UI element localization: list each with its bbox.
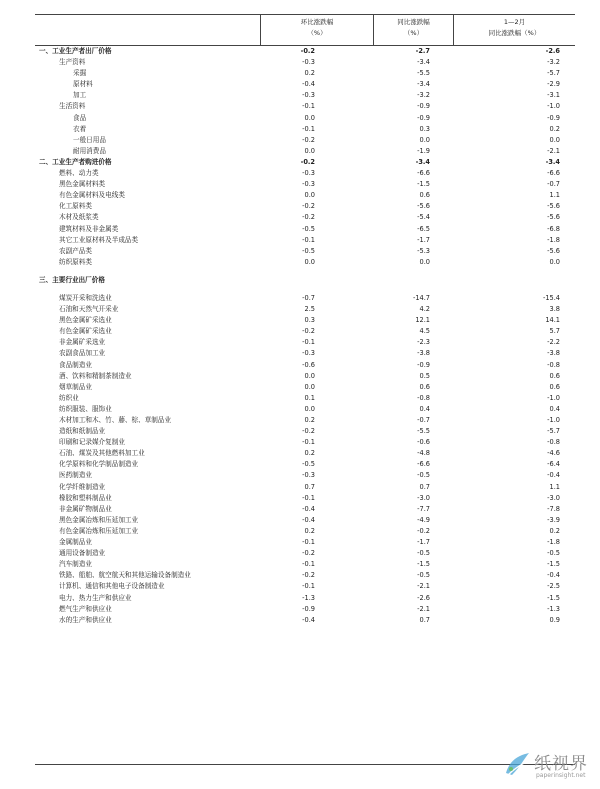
cell-ytd: -15.4 bbox=[542, 293, 560, 302]
cell-mom: 0.0 bbox=[304, 382, 315, 391]
cell-mom: -0.2 bbox=[302, 202, 315, 211]
header-yoy-unit: （%） bbox=[403, 29, 424, 37]
cell-ytd: -6.4 bbox=[547, 460, 560, 469]
row-label: 耐用消费品 bbox=[73, 146, 106, 155]
cell-ytd: -0.9 bbox=[547, 113, 560, 122]
row-label: 生产资料 bbox=[59, 58, 86, 67]
cell-ytd: -1.8 bbox=[547, 538, 560, 547]
table-row bbox=[35, 393, 575, 404]
cell-yoy: -0.9 bbox=[417, 360, 430, 369]
cell-mom: -0.2 bbox=[302, 213, 315, 222]
table-row bbox=[35, 504, 575, 515]
cell-yoy: 0.0 bbox=[419, 135, 430, 144]
cell-mom: -0.3 bbox=[302, 91, 315, 100]
cell-yoy: -6.5 bbox=[417, 224, 430, 233]
cell-mom: 0.7 bbox=[304, 482, 315, 491]
table-row bbox=[35, 113, 575, 124]
table-row bbox=[35, 246, 575, 257]
cell-yoy: 0.4 bbox=[419, 404, 430, 413]
cell-yoy: 0.0 bbox=[419, 257, 430, 266]
table-row bbox=[35, 559, 575, 570]
header-mom-unit: （%） bbox=[307, 29, 327, 37]
cell-yoy: 0.7 bbox=[419, 615, 430, 624]
cell-ytd: 5.7 bbox=[549, 327, 560, 336]
cell-yoy: -0.5 bbox=[417, 571, 430, 580]
row-label: 木材及纸浆类 bbox=[59, 213, 99, 222]
row-label: 有色金属材料及电线类 bbox=[59, 191, 125, 200]
table-row bbox=[35, 101, 575, 112]
cell-yoy: -1.9 bbox=[417, 146, 430, 155]
row-label: 有色金属冶炼和压延加工业 bbox=[59, 526, 139, 535]
table-row bbox=[35, 68, 575, 79]
row-label: 烟草制品业 bbox=[59, 382, 92, 391]
cell-ytd: -0.7 bbox=[547, 180, 560, 189]
table-row bbox=[35, 348, 575, 359]
cell-ytd: 0.6 bbox=[549, 382, 560, 391]
cell-yoy: -3.8 bbox=[417, 349, 430, 358]
table-row bbox=[35, 337, 575, 348]
cell-yoy: -3.2 bbox=[417, 91, 430, 100]
cell-yoy: -0.9 bbox=[417, 102, 430, 111]
table-row bbox=[35, 304, 575, 315]
cell-ytd: -4.6 bbox=[547, 449, 560, 458]
table-row bbox=[35, 371, 575, 382]
cell-ytd: -5.6 bbox=[547, 246, 560, 255]
row-label: 造纸和纸制品业 bbox=[59, 427, 106, 436]
row-label: 其它工业原材料及半成品类 bbox=[59, 235, 139, 244]
cell-yoy: 0.3 bbox=[419, 124, 430, 133]
cell-ytd: -5.6 bbox=[547, 213, 560, 222]
header-mom bbox=[261, 17, 373, 39]
table-row bbox=[35, 482, 575, 493]
cell-yoy: -1.5 bbox=[417, 560, 430, 569]
watermark-title: 纸视界 bbox=[534, 754, 588, 774]
table-row bbox=[35, 293, 575, 304]
cell-ytd: 0.2 bbox=[549, 124, 560, 133]
cell-ytd: -1.0 bbox=[547, 416, 560, 424]
cell-yoy: -1.5 bbox=[417, 180, 430, 189]
row-label: 水的生产和供应业 bbox=[59, 615, 112, 624]
cell-yoy: 0.7 bbox=[419, 482, 430, 491]
row-label: 金属制品业 bbox=[59, 538, 92, 547]
table-row bbox=[35, 235, 575, 246]
cell-mom: -0.9 bbox=[302, 604, 315, 613]
cell-mom: -0.2 bbox=[302, 135, 315, 144]
table-row bbox=[35, 581, 575, 592]
table-row bbox=[35, 537, 575, 548]
cell-yoy: -5.6 bbox=[417, 202, 430, 211]
cell-mom: -0.1 bbox=[302, 124, 315, 133]
table-row bbox=[35, 146, 575, 157]
cell-mom: 0.3 bbox=[304, 316, 315, 325]
table-row bbox=[35, 459, 575, 470]
watermark-url: paperinsight.net bbox=[536, 772, 586, 779]
row-label: 橡胶和塑料制品业 bbox=[59, 493, 112, 502]
table-row bbox=[35, 404, 575, 415]
cell-mom: 0.2 bbox=[304, 449, 315, 458]
cell-mom: -0.3 bbox=[302, 471, 315, 480]
cell-ytd: 1.1 bbox=[549, 191, 560, 200]
cell-mom: -0.3 bbox=[302, 169, 315, 178]
row-label: 衣着 bbox=[73, 124, 87, 133]
row-label: 二、工业生产者购进价格 bbox=[39, 157, 112, 166]
cell-ytd: 0.2 bbox=[549, 526, 560, 535]
cell-mom: -0.2 bbox=[302, 427, 315, 436]
cell-mom: -0.1 bbox=[302, 560, 315, 569]
cell-ytd: -2.2 bbox=[547, 338, 560, 347]
cell-ytd: -3.0 bbox=[547, 493, 560, 502]
row-label: 非金属矿物制品业 bbox=[59, 504, 112, 513]
table-row bbox=[35, 79, 575, 90]
section-row bbox=[35, 157, 575, 168]
cell-mom: -0.7 bbox=[302, 293, 315, 302]
cell-ytd: -0.5 bbox=[547, 549, 560, 558]
row-label: 化学原料和化学制品制造业 bbox=[59, 460, 139, 469]
cell-ytd: -0.4 bbox=[547, 471, 560, 480]
row-label: 生活资料 bbox=[59, 102, 86, 111]
cell-mom: -0.1 bbox=[302, 538, 315, 547]
row-label: 通用设备制造业 bbox=[59, 549, 106, 558]
cell-ytd: 0.9 bbox=[549, 615, 560, 624]
row-label: 农副产品类 bbox=[59, 246, 92, 255]
row-label: 汽车制造业 bbox=[59, 560, 92, 569]
cell-yoy: -3.4 bbox=[417, 80, 430, 89]
table-row bbox=[35, 201, 575, 212]
cell-ytd: -6.8 bbox=[547, 224, 560, 233]
cell-mom: -0.2 bbox=[302, 327, 315, 336]
row-label: 铁路、船舶、航空航天和其他运输设备制造业 bbox=[59, 571, 191, 580]
table-row bbox=[35, 135, 575, 146]
cell-mom: -0.5 bbox=[302, 224, 315, 233]
row-label: 食品 bbox=[73, 113, 87, 122]
cell-yoy: -3.0 bbox=[417, 493, 430, 502]
cell-yoy: 4.2 bbox=[419, 305, 430, 314]
cell-yoy: -0.9 bbox=[417, 113, 430, 122]
table-row bbox=[35, 257, 575, 268]
cell-mom: -0.2 bbox=[300, 157, 315, 166]
cell-yoy: -0.2 bbox=[417, 526, 430, 535]
cell-ytd: -3.9 bbox=[547, 515, 560, 524]
table-row bbox=[35, 526, 575, 537]
watermark-logo-icon bbox=[502, 749, 532, 779]
cell-yoy: 0.6 bbox=[419, 382, 430, 391]
cell-ytd: 0.4 bbox=[549, 404, 560, 413]
row-label: 黑色金属矿采选业 bbox=[59, 316, 112, 325]
table-row bbox=[35, 57, 575, 68]
cell-mom: -0.1 bbox=[302, 102, 315, 111]
cell-yoy: -6.6 bbox=[417, 460, 430, 469]
cell-ytd: -1.0 bbox=[547, 102, 560, 111]
cell-ytd: -2.5 bbox=[547, 582, 560, 591]
table-row bbox=[35, 493, 575, 504]
cell-mom: -0.2 bbox=[300, 47, 315, 55]
table-row bbox=[35, 360, 575, 371]
row-label: 黑色金属材料类 bbox=[59, 180, 106, 189]
header-yoy bbox=[374, 17, 453, 39]
table-row bbox=[35, 315, 575, 326]
header-mom-label: 环比涨跌幅 bbox=[300, 18, 334, 26]
cell-mom: 0.0 bbox=[304, 191, 315, 200]
cell-mom: -0.1 bbox=[302, 235, 315, 244]
table-header bbox=[35, 14, 575, 46]
cell-ytd: -3.2 bbox=[547, 58, 560, 67]
cell-mom: -0.1 bbox=[302, 582, 315, 591]
cell-ytd: -5.7 bbox=[547, 69, 560, 78]
table-row bbox=[35, 382, 575, 393]
cell-mom: 0.2 bbox=[304, 69, 315, 78]
cell-yoy: -0.8 bbox=[417, 393, 430, 402]
cell-mom: -0.5 bbox=[302, 246, 315, 255]
table-row bbox=[35, 470, 575, 481]
row-label: 木材加工和木、竹、藤、棕、草制品业 bbox=[59, 416, 172, 424]
cell-ytd: -3.1 bbox=[547, 91, 560, 100]
cell-ytd: 0.6 bbox=[549, 371, 560, 380]
cell-yoy: -3.4 bbox=[417, 58, 430, 67]
table-row bbox=[35, 593, 575, 604]
row-label: 三、主要行业出厂价格 bbox=[39, 275, 105, 284]
row-spacer bbox=[35, 286, 575, 293]
cell-ytd: -1.5 bbox=[547, 593, 560, 602]
cell-mom: -1.3 bbox=[302, 593, 315, 602]
cell-yoy: -1.7 bbox=[417, 235, 430, 244]
row-label: 有色金属矿采选业 bbox=[59, 327, 112, 336]
table-row bbox=[35, 548, 575, 559]
cell-yoy: -0.7 bbox=[417, 416, 430, 424]
cell-ytd: -0.4 bbox=[547, 571, 560, 580]
cell-ytd: -5.6 bbox=[547, 202, 560, 211]
table-row bbox=[35, 426, 575, 437]
row-label: 建筑材料及非金属类 bbox=[59, 224, 119, 233]
table-row bbox=[35, 124, 575, 135]
table-row bbox=[35, 168, 575, 179]
section-row bbox=[35, 275, 575, 286]
cell-yoy: -2.6 bbox=[417, 593, 430, 602]
cell-ytd: 3.8 bbox=[549, 305, 560, 314]
cell-yoy: -0.6 bbox=[417, 438, 430, 447]
cell-yoy: -4.8 bbox=[417, 449, 430, 458]
cell-mom: -0.5 bbox=[302, 460, 315, 469]
cell-mom: -0.1 bbox=[302, 493, 315, 502]
row-label: 酒、饮料和精制茶制造业 bbox=[59, 371, 132, 380]
row-label: 原材料 bbox=[73, 80, 93, 89]
table-row bbox=[35, 615, 575, 626]
table-body bbox=[35, 46, 575, 626]
cell-yoy: -1.7 bbox=[417, 538, 430, 547]
row-label: 一般日用品 bbox=[73, 135, 106, 144]
row-label: 一、工业生产者出厂价格 bbox=[39, 47, 112, 55]
cell-mom: 0.0 bbox=[304, 113, 315, 122]
cell-yoy: -4.9 bbox=[417, 515, 430, 524]
row-label: 化学纤维制造业 bbox=[59, 482, 106, 491]
cell-yoy: -5.5 bbox=[417, 427, 430, 436]
cell-yoy: -0.5 bbox=[417, 471, 430, 480]
row-label: 纺织业 bbox=[59, 393, 79, 402]
row-label: 石油和天然气开采业 bbox=[59, 305, 119, 314]
cell-yoy: -2.1 bbox=[417, 582, 430, 591]
table-row bbox=[35, 179, 575, 190]
table-row bbox=[35, 604, 575, 615]
table-row bbox=[35, 90, 575, 101]
row-label: 计算机、通信和其他电子设备制造业 bbox=[59, 582, 165, 591]
cell-yoy: 12.1 bbox=[415, 316, 430, 325]
cell-mom: 0.2 bbox=[304, 526, 315, 535]
row-label: 医药制造业 bbox=[59, 471, 92, 480]
row-label: 食品制造业 bbox=[59, 360, 92, 369]
row-label: 燃料、动力类 bbox=[59, 169, 99, 178]
cell-mom: 0.0 bbox=[304, 146, 315, 155]
cell-ytd: -7.8 bbox=[547, 504, 560, 513]
row-label: 农副食品加工业 bbox=[59, 349, 106, 358]
cell-ytd: -2.9 bbox=[547, 80, 560, 89]
row-label: 电力、热力生产和供应业 bbox=[59, 593, 132, 602]
cell-mom: 0.2 bbox=[304, 416, 315, 424]
cell-mom: -0.6 bbox=[302, 360, 315, 369]
cell-yoy: -2.3 bbox=[417, 338, 430, 347]
table-row bbox=[35, 190, 575, 201]
cell-ytd: -2.6 bbox=[545, 47, 560, 55]
cell-yoy: 0.6 bbox=[419, 191, 430, 200]
cell-yoy: -14.7 bbox=[412, 293, 430, 302]
cell-yoy: -0.5 bbox=[417, 549, 430, 558]
cell-yoy: 0.5 bbox=[419, 371, 430, 380]
table-row bbox=[35, 212, 575, 223]
cell-mom: -0.2 bbox=[302, 571, 315, 580]
cell-ytd: -0.8 bbox=[547, 438, 560, 447]
cell-mom: 2.5 bbox=[304, 305, 315, 314]
cell-ytd: -2.1 bbox=[547, 146, 560, 155]
row-label: 印刷和记录媒介复制业 bbox=[59, 438, 125, 447]
cell-mom: -0.4 bbox=[302, 80, 315, 89]
cell-mom: -0.4 bbox=[302, 615, 315, 624]
row-label: 煤炭开采和洗选业 bbox=[59, 293, 112, 302]
cell-ytd: -6.6 bbox=[547, 169, 560, 178]
cell-ytd: -1.0 bbox=[547, 393, 560, 402]
cell-ytd: -1.3 bbox=[547, 604, 560, 613]
row-label: 纺织原料类 bbox=[59, 257, 92, 266]
row-label: 石油、煤炭及其他燃料加工业 bbox=[59, 449, 145, 458]
cell-mom: -0.2 bbox=[302, 549, 315, 558]
cell-ytd: -0.8 bbox=[547, 360, 560, 369]
cell-yoy: -5.3 bbox=[417, 246, 430, 255]
cell-mom: 0.0 bbox=[304, 371, 315, 380]
price-index-table bbox=[35, 14, 575, 626]
table-bottom-rule bbox=[35, 764, 575, 765]
cell-mom: -0.4 bbox=[302, 504, 315, 513]
header-ytd-unit: 同比涨跌幅（%） bbox=[488, 29, 541, 37]
cell-yoy: -3.4 bbox=[415, 157, 430, 166]
cell-mom: 0.0 bbox=[304, 404, 315, 413]
section-row bbox=[35, 46, 575, 57]
cell-mom: 0.1 bbox=[304, 393, 315, 402]
table-row bbox=[35, 570, 575, 581]
cell-mom: -0.4 bbox=[302, 515, 315, 524]
row-label: 纺织服装、服饰业 bbox=[59, 404, 112, 413]
cell-yoy: -7.7 bbox=[417, 504, 430, 513]
cell-mom: -0.3 bbox=[302, 58, 315, 67]
table-row bbox=[35, 515, 575, 526]
row-label: 黑色金属冶炼和压延加工业 bbox=[59, 515, 139, 524]
watermark bbox=[502, 745, 592, 785]
row-label: 采掘 bbox=[73, 69, 87, 78]
table-row bbox=[35, 448, 575, 459]
cell-yoy: 4.5 bbox=[419, 327, 430, 336]
cell-ytd: -1.8 bbox=[547, 235, 560, 244]
header-ytd bbox=[454, 17, 575, 39]
cell-mom: -0.3 bbox=[302, 180, 315, 189]
cell-ytd: 14.1 bbox=[545, 316, 560, 325]
row-label: 非金属矿采选业 bbox=[59, 338, 106, 347]
cell-mom: 0.0 bbox=[304, 257, 315, 266]
table-row bbox=[35, 224, 575, 235]
cell-yoy: -5.5 bbox=[417, 69, 430, 78]
cell-yoy: -5.4 bbox=[417, 213, 430, 222]
cell-ytd: 1.1 bbox=[549, 482, 560, 491]
cell-yoy: -2.1 bbox=[417, 604, 430, 613]
cell-ytd: -3.8 bbox=[547, 349, 560, 358]
header-ytd-label: 1—2月 bbox=[503, 18, 526, 26]
cell-ytd: -3.4 bbox=[545, 157, 560, 166]
row-label: 化工原料类 bbox=[59, 202, 92, 211]
table-row bbox=[35, 326, 575, 337]
cell-mom: -0.1 bbox=[302, 438, 315, 447]
row-spacer bbox=[35, 268, 575, 275]
cell-yoy: -6.6 bbox=[417, 169, 430, 178]
cell-yoy: -2.7 bbox=[415, 47, 430, 55]
cell-ytd: -1.5 bbox=[547, 560, 560, 569]
table-row bbox=[35, 437, 575, 448]
row-label: 加工 bbox=[73, 91, 87, 100]
table-row bbox=[35, 415, 575, 426]
row-label: 燃气生产和供应业 bbox=[59, 604, 112, 613]
cell-ytd: 0.0 bbox=[549, 135, 560, 144]
cell-ytd: 0.0 bbox=[549, 257, 560, 266]
header-yoy-label: 同比涨跌幅 bbox=[397, 18, 430, 26]
cell-mom: -0.3 bbox=[302, 349, 315, 358]
cell-mom: -0.1 bbox=[302, 338, 315, 347]
cell-ytd: -5.7 bbox=[547, 427, 560, 436]
